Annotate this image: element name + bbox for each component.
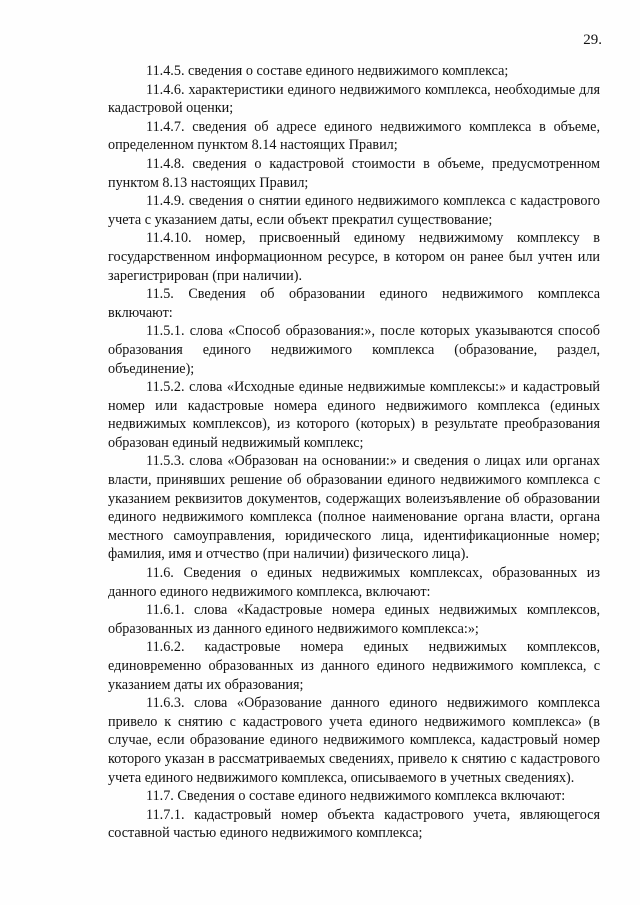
paragraph-11-4-9: 11.4.9. сведения о снятии единого недвижимого комплекса с кадастрового учета с указанием даты, если объект прекратил существование; bbox=[108, 193, 600, 228]
document-body bbox=[108, 62, 600, 843]
paragraph-11-5-1: 11.5.1. слова «Способ образования:», после которых указываются способ образования единого недвижимого комплекса (образование, раздел, объединение); bbox=[108, 323, 600, 377]
paragraph-11-6-1: 11.6.1. слова «Кадастровые номера единых недвижимых комплексов, образованных из данного единого недвижимого комплекса:»; bbox=[108, 602, 600, 637]
page-number: 29. bbox=[583, 32, 602, 48]
paragraph-11-4-8: 11.4.8. сведения о кадастровой стоимости в объеме, предусмотренном пунктом 8.13 настоящих Правил; bbox=[108, 155, 600, 191]
paragraph-11-6-3: 11.6.3. слова «Образование данного единого недвижимого комплекса привело к снятию с кадастрового учета единого недвижимого комплекса» (в случае, если образование единого недвижимого комплекса, кадастровый номер которого указан в рассматриваемых сведениях, привело к снятию с кадастрового учета единого недвижимого комплекса, описываемого в учетных сведениях). bbox=[108, 695, 600, 786]
paragraph-11-5-2: 11.5.2. слова «Исходные единые недвижимые комплексы:» и кадастровый номер или кадастровые номера единого недвижимого комплекса (единых недвижимых комплексов), из которого (которых) в результате преобразования образован единый недвижимый комплекс; bbox=[108, 379, 600, 451]
paragraph-11-5-3: 11.5.3. слова «Образован на основании:» и сведения о лицах или органах власти, принявших решение об образовании единого недвижимого комплекса с указанием реквизитов документов, содержащих волеизъявление об образовании единого недвижимого комплекса (полное наименование органа власти, органа местного самоуправления, юридического лица, идентификационные номер; фамилия, имя и отчество (при наличии) физического лица). bbox=[108, 453, 600, 563]
paragraph-11-5: 11.5. Сведения об образовании единого недвижимого комплекса включают: bbox=[108, 286, 600, 321]
paragraph-11-6-2: 11.6.2. кадастровые номера единых недвижимых комплексов, единовременно образованных из данного единого недвижимого комплекса, с указанием даты их образования; bbox=[108, 639, 600, 693]
paragraph-11-4-6: 11.4.6. характеристики единого недвижимого комплекса, необходимые для кадастровой оценки; bbox=[108, 81, 600, 117]
paragraph-11-7: 11.7. Сведения о составе единого недвижимого комплекса включают: bbox=[146, 788, 566, 805]
paragraph-11-4-7: 11.4.7. сведения об адресе единого недвижимого комплекса в объеме, определенном пунктом 8.14 настоящих Правил; bbox=[108, 118, 600, 154]
paragraph-11-6: 11.6. Сведения о единых недвижимых комплексах, образованных из данного единого недвижимого комплекса, включают: bbox=[108, 565, 600, 600]
paragraph-11-7-1: 11.7.1. кадастровый номер объекта кадастрового учета, являющегося составной частью единого недвижимого комплекса; bbox=[108, 806, 600, 842]
paragraph-11-4-5: 11.4.5. сведения о составе единого недвижимого комплекса; bbox=[146, 63, 509, 79]
paragraph-11-4-10: 11.4.10. номер, присвоенный единому недвижимому комплексу в государственном информационном ресурсе, в котором он ранее был учтен или зарегистрирован (при наличии). bbox=[108, 230, 600, 284]
